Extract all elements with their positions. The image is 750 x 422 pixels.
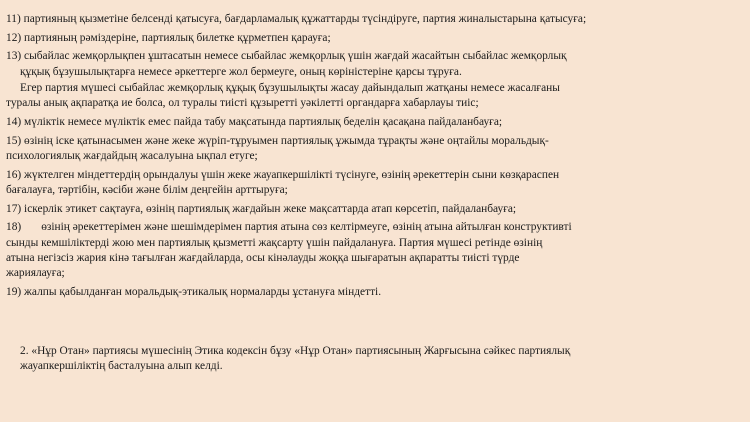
item-text: жалпы қабылданған моральдық-этикалық нормаларды ұстануға міндетті. — [24, 286, 382, 298]
list-item — [6, 220, 732, 282]
item-text: іскерлік этикет сақтауға, өзінің партиялық жағдайын жеке мақсаттарда атап көрсетіп, пайдаланбауға; — [24, 202, 517, 215]
item-number: 14) — [6, 116, 22, 128]
item-text: мүліктік немесе мүліктік емес пайда табу мақсатында партиялық беделін қасақана пайдаланбауға; — [24, 116, 503, 128]
item-number: 18) — [6, 221, 22, 234]
list-item — [6, 49, 732, 112]
item-text-continuation: құқық бұзушылықтарға немесе әркеттерге жол бермеуге, оның көріністеріне қарсы тұруға. — [20, 65, 462, 78]
item-text: өзінің іске қатынасымен және жеке жүріп-тұруымен партиялық ұжымда тұрақты және оңтайлы моральдық- — [24, 134, 549, 147]
list-item — [6, 134, 732, 165]
list-item — [6, 168, 732, 199]
list-item — [6, 12, 732, 27]
item-text-continuation: жариялауға; — [6, 267, 65, 280]
obligations-list — [6, 12, 732, 304]
list-item — [6, 285, 732, 300]
item-text-continuation: психологиялық жағдайдың жасалуына ықпал етуге; — [6, 150, 258, 162]
item-note: Егер партия мүшесі сыбайлас жемқорлық құқық бұзушылықты жасау дайындалып жатқаны немесе жасалғаны — [20, 82, 560, 94]
item-note-continuation: туралы анық ақпаратқа ие болса, ол туралы тиісті құзыретті уәкілетті органдарға хабарлауы тиіс; — [6, 97, 479, 110]
list-item — [6, 202, 732, 217]
item-text: өзінің әрекеттерімен және шешімдерімен партия атына сөз келтірмеуге, өзінің атына айтылған конструктивті — [41, 221, 572, 234]
item-text: жүктелген міндеттердің орындалуы үшін жеке жауапкершілікті түсінуге, өзінің әрекеттерін сыни көзқараспен — [24, 168, 560, 181]
item-number: 11) — [6, 13, 21, 25]
item-number: 15) — [6, 134, 22, 147]
list-item — [6, 31, 732, 46]
item-text: партияның рәміздеріне, партиялық билетке құрметпен қарауға; — [24, 31, 331, 44]
footer-paragraph — [20, 344, 726, 375]
item-text-continuation: сынды кемшіліктерді жою мен партиялық қызметті жақсарту үшін пайдалануға. Партия мүшесі ретінде өзінің — [6, 236, 543, 249]
item-text: партияның қызметіне белсенді қатысуға, бағдарламалық құжаттарды түсіндіруге, партия жиналыстарына қатысуға; — [23, 13, 587, 25]
item-text-continuation: атына негізсіз жария кінә тағылған жағдайларда, осы кінәлауды жоққа шығаратын ақпаратты тиісті түрде — [6, 252, 520, 264]
item-text: сыбайлас жемқорлықпен ұштасатын немесе сыбайлас жемқорлық үшін жағдай жасайтын сыбайлас жемқорлық — [24, 50, 567, 63]
footer-text: 2. «Нұр Отан» партиясы мүшесінің Этика кодексін бұзу «Нұр Отан» партиясының Жарғысына сәйкес партиялық — [20, 345, 571, 357]
footer-text-continuation: жауапкершіліктің басталуына алып келді. — [20, 360, 223, 373]
item-number: 12) — [6, 31, 22, 44]
item-number: 16) — [6, 168, 22, 181]
item-number: 19) — [6, 286, 22, 298]
item-number: 13) — [6, 50, 22, 63]
item-number: 17) — [6, 202, 22, 215]
list-item — [6, 115, 732, 130]
item-text-continuation: бағалауға, тәртібін, кәсіби және білім деңгейін арттыруға; — [6, 184, 288, 196]
